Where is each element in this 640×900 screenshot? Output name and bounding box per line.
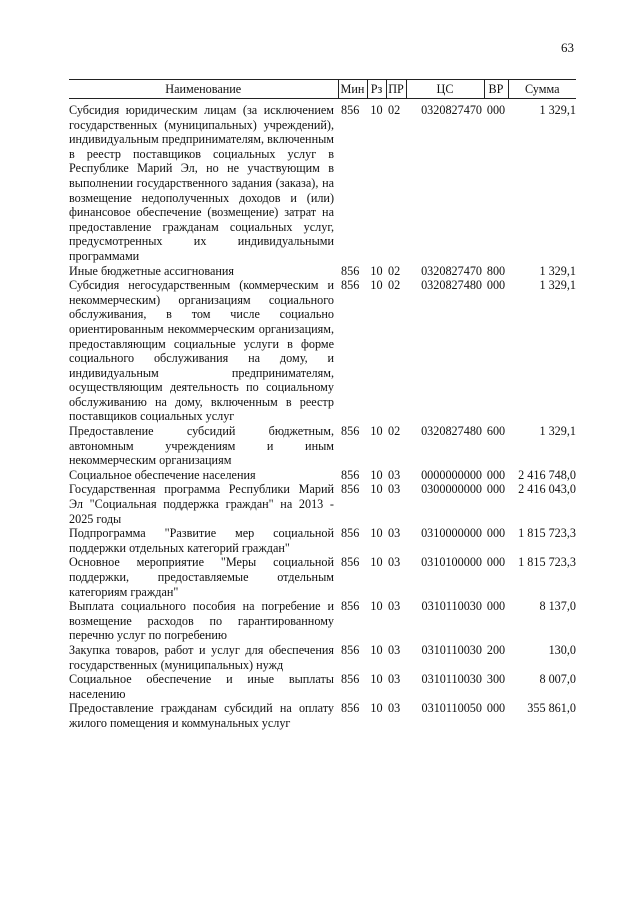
header-pr: ПР (386, 80, 406, 99)
row-sum: 1 329,1 (539, 278, 576, 293)
row-sum: 2 416 043,0 (518, 482, 576, 497)
budget-table (69, 79, 576, 731)
header-min: Мин (338, 80, 367, 99)
page-number: 63 (561, 40, 574, 55)
row-name: Государственная программа Республики Марий Эл "Социальная поддержка граждан" на 2013 - 2025 годы (69, 482, 334, 526)
row-rz: 10 (370, 467, 383, 482)
row-sum: 2 416 748,0 (518, 467, 576, 482)
row-name: Субсидия юридическим лицам (за исключением государственных (муниципальных) учреждений), индивидуальным предпринимателям, включенным в реестр поставщиков социальных услуг в Республике Марий Эл, но не участвующим в выполнении государственного задания (заказа), на возмещение недополученных доходов и (или) финансовое обеспечение (возмещение) затрат на предоставление гражданам социальных услуг, предусмотренных их индивидуальными программами (69, 103, 334, 263)
header-cs: ЦС (406, 80, 484, 99)
table-row (69, 468, 576, 483)
row-rz: 10 (370, 103, 383, 117)
row-min: 856 (341, 526, 360, 541)
row-vr: 200 (486, 642, 506, 657)
row-min: 856 (341, 599, 360, 614)
row-sum: 355 861,0 (527, 701, 576, 716)
row-min: 856 (341, 467, 360, 482)
row-vr: 000 (486, 482, 506, 497)
row-cs: 0320827480 (421, 278, 482, 293)
row-name: Социальное обеспечение и иные выплаты населению (69, 672, 334, 701)
row-vr: 600 (486, 424, 506, 439)
row-min: 856 (341, 103, 360, 117)
table-row (69, 264, 576, 279)
row-name: Социальное обеспечение населения (69, 467, 256, 482)
row-min: 856 (341, 278, 360, 293)
table-row (69, 643, 576, 672)
row-name: Предоставление гражданам субсидий на оплату жилого помещения и коммунальных услуг (69, 701, 334, 730)
row-cs: 0320827470 (421, 263, 482, 278)
row-cs: 0320827480 (421, 424, 482, 439)
row-vr: 000 (486, 467, 506, 482)
row-vr: 000 (486, 103, 506, 117)
row-sum: 130,0 (548, 642, 576, 657)
row-pr: 03 (388, 701, 401, 716)
table-body (69, 99, 576, 731)
header-rz: Рз (367, 80, 386, 99)
row-cs: 0310110050 (421, 701, 482, 716)
row-name: Основное мероприятие "Меры социальной поддержки, предоставляемые отдельным категориям граждан" (69, 555, 334, 599)
row-vr: 800 (486, 263, 506, 278)
row-rz: 10 (370, 482, 383, 497)
row-pr: 02 (388, 263, 401, 278)
table-row (69, 99, 576, 264)
row-cs: 0310110030 (421, 672, 482, 687)
table-row (69, 526, 576, 555)
row-name: Предоставление субсидий бюджетным, автономным учреждениям и иным некоммерческим организациям (69, 424, 334, 468)
table-row (69, 701, 576, 730)
row-pr: 03 (388, 555, 401, 570)
row-pr: 03 (388, 642, 401, 657)
row-min: 856 (341, 424, 360, 439)
row-rz: 10 (370, 424, 383, 439)
row-name: Иные бюджетные ассигнования (69, 263, 235, 278)
row-pr: 02 (388, 103, 401, 117)
row-name: Выплата социального пособия на погребение и возмещение расходов по гарантированному перечню услуг по погребению (69, 599, 334, 643)
row-vr: 000 (486, 555, 506, 570)
row-sum: 1 329,1 (539, 103, 576, 117)
row-rz: 10 (370, 278, 383, 293)
row-rz: 10 (370, 555, 383, 570)
row-sum: 1 815 723,3 (518, 555, 576, 570)
row-min: 856 (341, 642, 360, 657)
row-sum: 1 329,1 (539, 263, 576, 278)
row-rz: 10 (370, 526, 383, 541)
row-pr: 02 (388, 424, 401, 439)
header-sum: Сумма (508, 80, 576, 99)
table-row (69, 424, 576, 468)
row-cs: 0300000000 (421, 482, 482, 497)
row-sum: 8 007,0 (539, 672, 576, 687)
row-rz: 10 (370, 672, 383, 687)
row-cs: 0310000000 (421, 526, 482, 541)
table-row (69, 278, 576, 424)
header-vr: ВР (484, 80, 508, 99)
row-vr: 000 (486, 701, 506, 716)
table-header (69, 80, 576, 99)
row-min: 856 (341, 555, 360, 570)
row-name: Субсидия негосударственным (коммерческим и некоммерческим) организациям социального обслуживания, в том числе социально ориентированным некоммерческим организациям, предоставляющим социальные услуги в форме социального обслуживания на дому, и индивидуальным предпринимателям, осуществляющим деятельность по социальному обслуживанию на дому, включенным в реестр поставщиков социальных услуг (69, 278, 334, 424)
table-row (69, 599, 576, 643)
table-row (69, 555, 576, 599)
row-pr: 03 (388, 599, 401, 614)
row-min: 856 (341, 701, 360, 716)
row-cs: 0310100000 (421, 555, 482, 570)
row-cs: 0320827470 (421, 103, 482, 117)
row-sum: 1 815 723,3 (518, 526, 576, 541)
row-cs: 0000000000 (421, 467, 482, 482)
row-cs: 0310110030 (421, 599, 482, 614)
row-cs: 0310110030 (421, 642, 482, 657)
table-row (69, 482, 576, 526)
row-pr: 02 (388, 278, 401, 293)
row-vr: 000 (486, 278, 506, 293)
row-rz: 10 (370, 599, 383, 614)
row-sum: 1 329,1 (539, 424, 576, 439)
row-rz: 10 (370, 642, 383, 657)
row-pr: 03 (388, 467, 401, 482)
row-rz: 10 (370, 263, 383, 278)
row-vr: 000 (486, 526, 506, 541)
row-min: 856 (341, 672, 360, 687)
row-pr: 03 (388, 482, 401, 497)
row-vr: 000 (486, 599, 506, 614)
row-pr: 03 (388, 672, 401, 687)
row-name: Подпрограмма "Развитие мер социальной поддержки отдельных категорий граждан" (69, 526, 334, 555)
row-min: 856 (341, 482, 360, 497)
row-name: Закупка товаров, работ и услуг для обеспечения государственных (муниципальных) нужд (69, 642, 334, 672)
row-min: 856 (341, 263, 360, 278)
row-pr: 03 (388, 526, 401, 541)
row-sum: 8 137,0 (539, 599, 576, 614)
header-name: Наименование (69, 80, 338, 99)
table-row (69, 672, 576, 701)
row-rz: 10 (370, 701, 383, 716)
row-vr: 300 (486, 672, 506, 687)
